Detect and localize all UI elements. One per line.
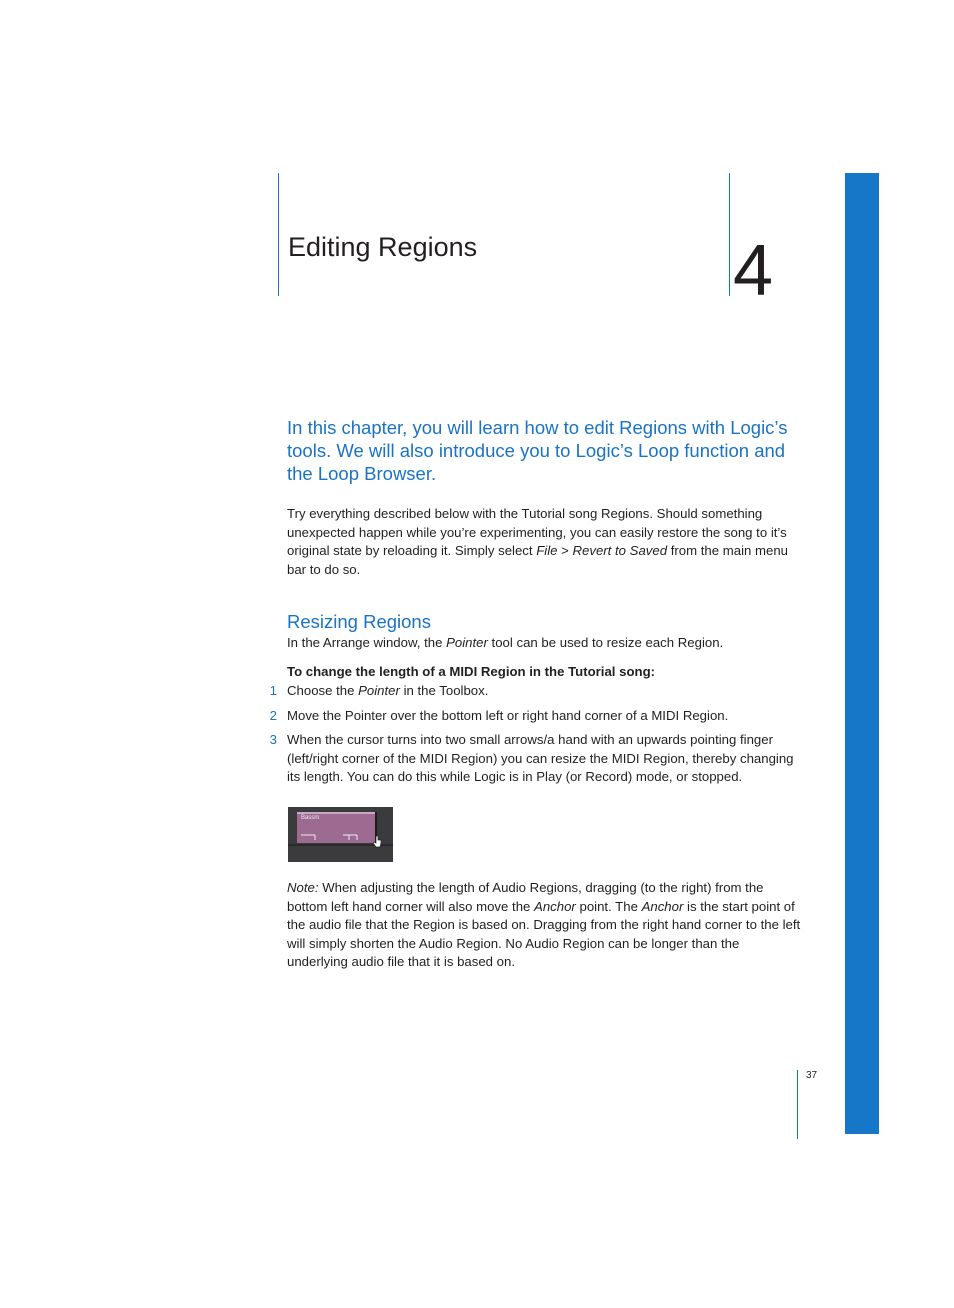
midi-notes-icon: [297, 814, 377, 843]
chapter-tab: [845, 173, 879, 1134]
page-number: 37: [806, 1070, 818, 1081]
paragraph-text: When adjusting the length of Audio Regions, dragging (to the right) from the bottom left hand corner will also move the: [287, 880, 764, 914]
step-number: 2: [269, 708, 277, 723]
note-paragraph: [287, 879, 802, 972]
paragraph-text: is the start point of the audio file that the Region is based on. Dragging from the right hand corner to the left will simply shorten the Audio Region. No Audio Region can be longer than the underlying audio file that it is based on.: [287, 898, 801, 970]
tool-name-pointer: Pointer: [358, 683, 400, 698]
midi-region-screenshot: [288, 807, 393, 862]
term-anchor: Anchor: [534, 898, 576, 914]
step-text: [287, 682, 797, 701]
chapter-number: 4: [733, 231, 774, 311]
step-number: 3: [269, 732, 277, 747]
section-heading: Resizing Regions: [287, 611, 431, 632]
menu-name-file: File: [536, 543, 558, 559]
section-intro: [287, 634, 802, 653]
menu-item-revert: Revert to Saved: [572, 543, 668, 559]
number-left-rule: [729, 173, 730, 296]
resize-hand-cursor-icon: [371, 835, 383, 849]
chapter-title: Editing Regions: [288, 232, 478, 262]
step-text-part: in the Toolbox.: [399, 683, 489, 698]
intro-paragraph: [287, 505, 802, 579]
region-label: Bassm: [301, 815, 320, 821]
tool-name-pointer: Pointer: [446, 635, 488, 650]
midi-region: [297, 812, 377, 843]
step-text: When the cursor turns into two small arrows/a hand with an upwards pointing finger (left/right corner of the MIDI Region) you can resize the MIDI Region, thereby changing its length. You can do this while Logic is in Play (or Record) mode, or stopped.: [287, 732, 794, 785]
menu-separator: >: [557, 543, 573, 559]
paragraph-text: tool can be used to resize each Region.: [487, 635, 724, 650]
chapter-intro: In this chapter, you will learn how to edit Regions with Logic’s tools. We will also introduce you to Logic’s Loop function and the Loop Browser.: [287, 417, 788, 484]
term-anchor: Anchor: [641, 898, 684, 914]
step-number: 1: [269, 683, 277, 698]
paragraph-text: from the main menu bar to do so.: [287, 543, 788, 577]
paragraph-text: In the Arrange window, the: [287, 635, 447, 650]
step-text-part: Choose the: [287, 683, 359, 698]
title-left-rule: [278, 173, 279, 296]
task-heading: To change the length of a MIDI Region in the Tutorial song:: [287, 664, 656, 679]
page-number-rule: [797, 1070, 798, 1139]
paragraph-text: Try everything described below with the Tutorial song Regions. Should something unexpected happen while you’re experimenting, you can easily restore the song to it’s original state by reloading it. Simply select: [287, 506, 787, 559]
step-text: Move the Pointer over the bottom left or right hand corner of a MIDI Region.: [287, 708, 729, 723]
note-label: Note:: [287, 880, 319, 895]
paragraph-text: point. The: [575, 898, 642, 914]
